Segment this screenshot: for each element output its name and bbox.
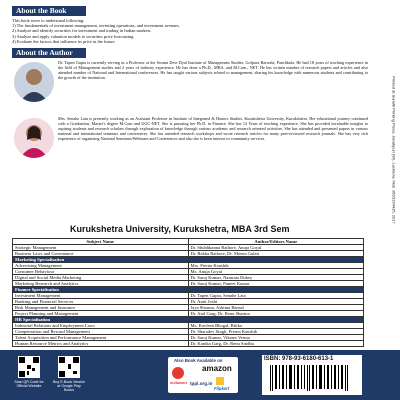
author-cell: Dr. Saroj Kumar, Vikrant Verma bbox=[188, 335, 364, 341]
subject-cell: Banking and Financial Services bbox=[13, 299, 189, 305]
qr-code-ebook bbox=[58, 356, 80, 378]
about-book-body bbox=[12, 18, 372, 44]
isbn-text: ISBN: 978-93-6180-613-1 bbox=[264, 356, 334, 362]
qr1-label: Scan QR Code for Official Website bbox=[14, 380, 44, 388]
author-cell: Dr. Amit Joshi bbox=[188, 299, 364, 305]
section-label: Marketing Specialisation bbox=[13, 257, 189, 263]
author2-photo bbox=[14, 118, 54, 158]
subjects-table bbox=[12, 238, 364, 347]
about-book-point: 1) The fundamentals of investment management, investing operations, and investment avenues. bbox=[12, 23, 180, 29]
author-cell: Ms. Kavleen Bhogal, Ritika bbox=[188, 323, 364, 329]
author-cell: Dr. Shubhkanna Rathore, Anuja Goyal bbox=[188, 245, 364, 251]
section-label: HR Specialisation bbox=[13, 317, 189, 323]
about-author-heading: About the Author bbox=[12, 48, 86, 58]
subject-cell: Talent Acquisition and Performance Management bbox=[13, 335, 189, 341]
author-cell: Ms. Anuja Goyal bbox=[188, 269, 364, 275]
about-book-point: 2) Analyze and identify securities for investment and trading in Indian markets. bbox=[12, 28, 152, 34]
about-book-heading: About the Book bbox=[12, 6, 86, 16]
author-cell: Mrs. Prerna Kaushik bbox=[188, 263, 364, 269]
about-book-point: 3) Analyze and apply valuation models to securities price forecasting. bbox=[12, 33, 135, 39]
author-cell: Dr. Atul Garg, Dr. Renu Sharma bbox=[188, 311, 364, 317]
table-title: Kurukshetra University, Kurukshetra, MBA 3rd Sem bbox=[70, 224, 290, 234]
author-cell: Dr. Kanika Garg, Dr. Renu Sindhu bbox=[188, 341, 364, 347]
qr2-label: Buy E-Book Version at Google Play Books bbox=[53, 380, 85, 392]
author-cell: Dr. Saroj Kumar, Namrata Dubey bbox=[188, 275, 364, 281]
subject-cell: Strategic Management bbox=[13, 245, 189, 251]
available-text: Also Book Available on bbox=[174, 358, 223, 363]
author-cell: Dr. Tapen Gupta, Senahe Lata bbox=[188, 293, 364, 299]
author-cell: Dr. Sharadev Singh, Prerna Kaushik bbox=[188, 329, 364, 335]
author2-bio: Mrs. Senahe Lata is presently working as an Assistant Professor in Institute of Integrated & Honors Studies, Kurukshetra University, Kurukshetra. Her educational journey continued with a Graduation, Master's degree M.Com and UGC-NET. She is pursuing her Ph.D. in Finance. She has 12 Years of teaching experience. She has provided invaluable insights to aspiring students and research scholars through exploration of knowledge through various academic and research oriented activities. She has attended and presented papers in various national and international seminars and conferences. She has attended research workshops and wrote research articles for many peer-reviewed research journals. She has very rich experience of organizing National Seminars/Webinars and Conferences and also she is keen interest in community services. bbox=[58, 116, 368, 141]
indiamart-logo: indiamart bbox=[170, 381, 188, 385]
indiamart-icon bbox=[172, 367, 184, 379]
subject-cell: Industrial Relations and Employment Laws bbox=[13, 323, 189, 329]
subject-cell: Risk Management and Insurance bbox=[13, 305, 189, 311]
printer-text: Printed at Sunwill Printing Press, Janakpuri (W), Lucknow, Mob. 8533334435, 2017 bbox=[391, 76, 397, 224]
subject-cell: Compensation and Reward Management bbox=[13, 329, 189, 335]
flipkart-logo: Flipkart bbox=[214, 386, 230, 391]
about-book-point: 4) Evaluate the factors that influence its price in the future. bbox=[12, 38, 116, 44]
availability-box bbox=[168, 357, 238, 393]
author1-bio: Dr. Tapen Gupta is currently serving as a Professor at the Swami Devi Dyal Institute of Management Studies, Golpura Barwala, Panchkula. He had 18 years of teaching experience in the field of Management studies and 2 years of industry experience. He has done a Ph.D., MBA, and M.Com., NET. He has written number of research papers and articles and also attended number of National and International conferences. He has taught various subjects related to management, sharing his knowledge with numerous students and contributing to the growth of the institution. bbox=[58, 60, 368, 80]
printer-info bbox=[389, 50, 399, 250]
section-label: Finance Specialisation bbox=[13, 287, 189, 293]
subject-cell: Human Resource Metrics and Analytics bbox=[13, 341, 189, 347]
table-body bbox=[13, 245, 364, 347]
subject-cell: Marketing Research and Analytics bbox=[13, 281, 189, 287]
subject-cell: Investment Management bbox=[13, 293, 189, 299]
isbn-barcode bbox=[262, 355, 362, 395]
amazon-logo: amazon bbox=[202, 364, 232, 373]
author-cell: Dr. Saroj Kumar, Puneet Kumar bbox=[188, 281, 364, 287]
author-cell: Jaya Sharma, Ashima Bansal bbox=[188, 305, 364, 311]
subject-cell: Business Laws and Governance bbox=[13, 251, 189, 257]
barcode-icon bbox=[270, 365, 354, 393]
subject-cell: Project Planning and Management bbox=[13, 311, 189, 317]
subject-cell: Consumer Behaviour bbox=[13, 269, 189, 275]
author-cell: Dr. Rekha Rathore, Dr. Meena Gulati bbox=[188, 251, 364, 257]
about-book-intro: This book serve to understand following: bbox=[12, 18, 85, 23]
table-row bbox=[13, 341, 364, 347]
author1-photo bbox=[14, 62, 54, 102]
header-author: Author/Editors Name bbox=[188, 239, 364, 245]
qr-code-website bbox=[18, 356, 40, 378]
subject-cell: Digital and Social Media Marketing bbox=[13, 275, 189, 281]
subject-cell: Advertising Management bbox=[13, 263, 189, 269]
header-subject: Subject Name bbox=[13, 239, 189, 245]
flipkart-icon bbox=[216, 377, 224, 385]
tppl-logo: tppl.org.in bbox=[190, 381, 213, 386]
